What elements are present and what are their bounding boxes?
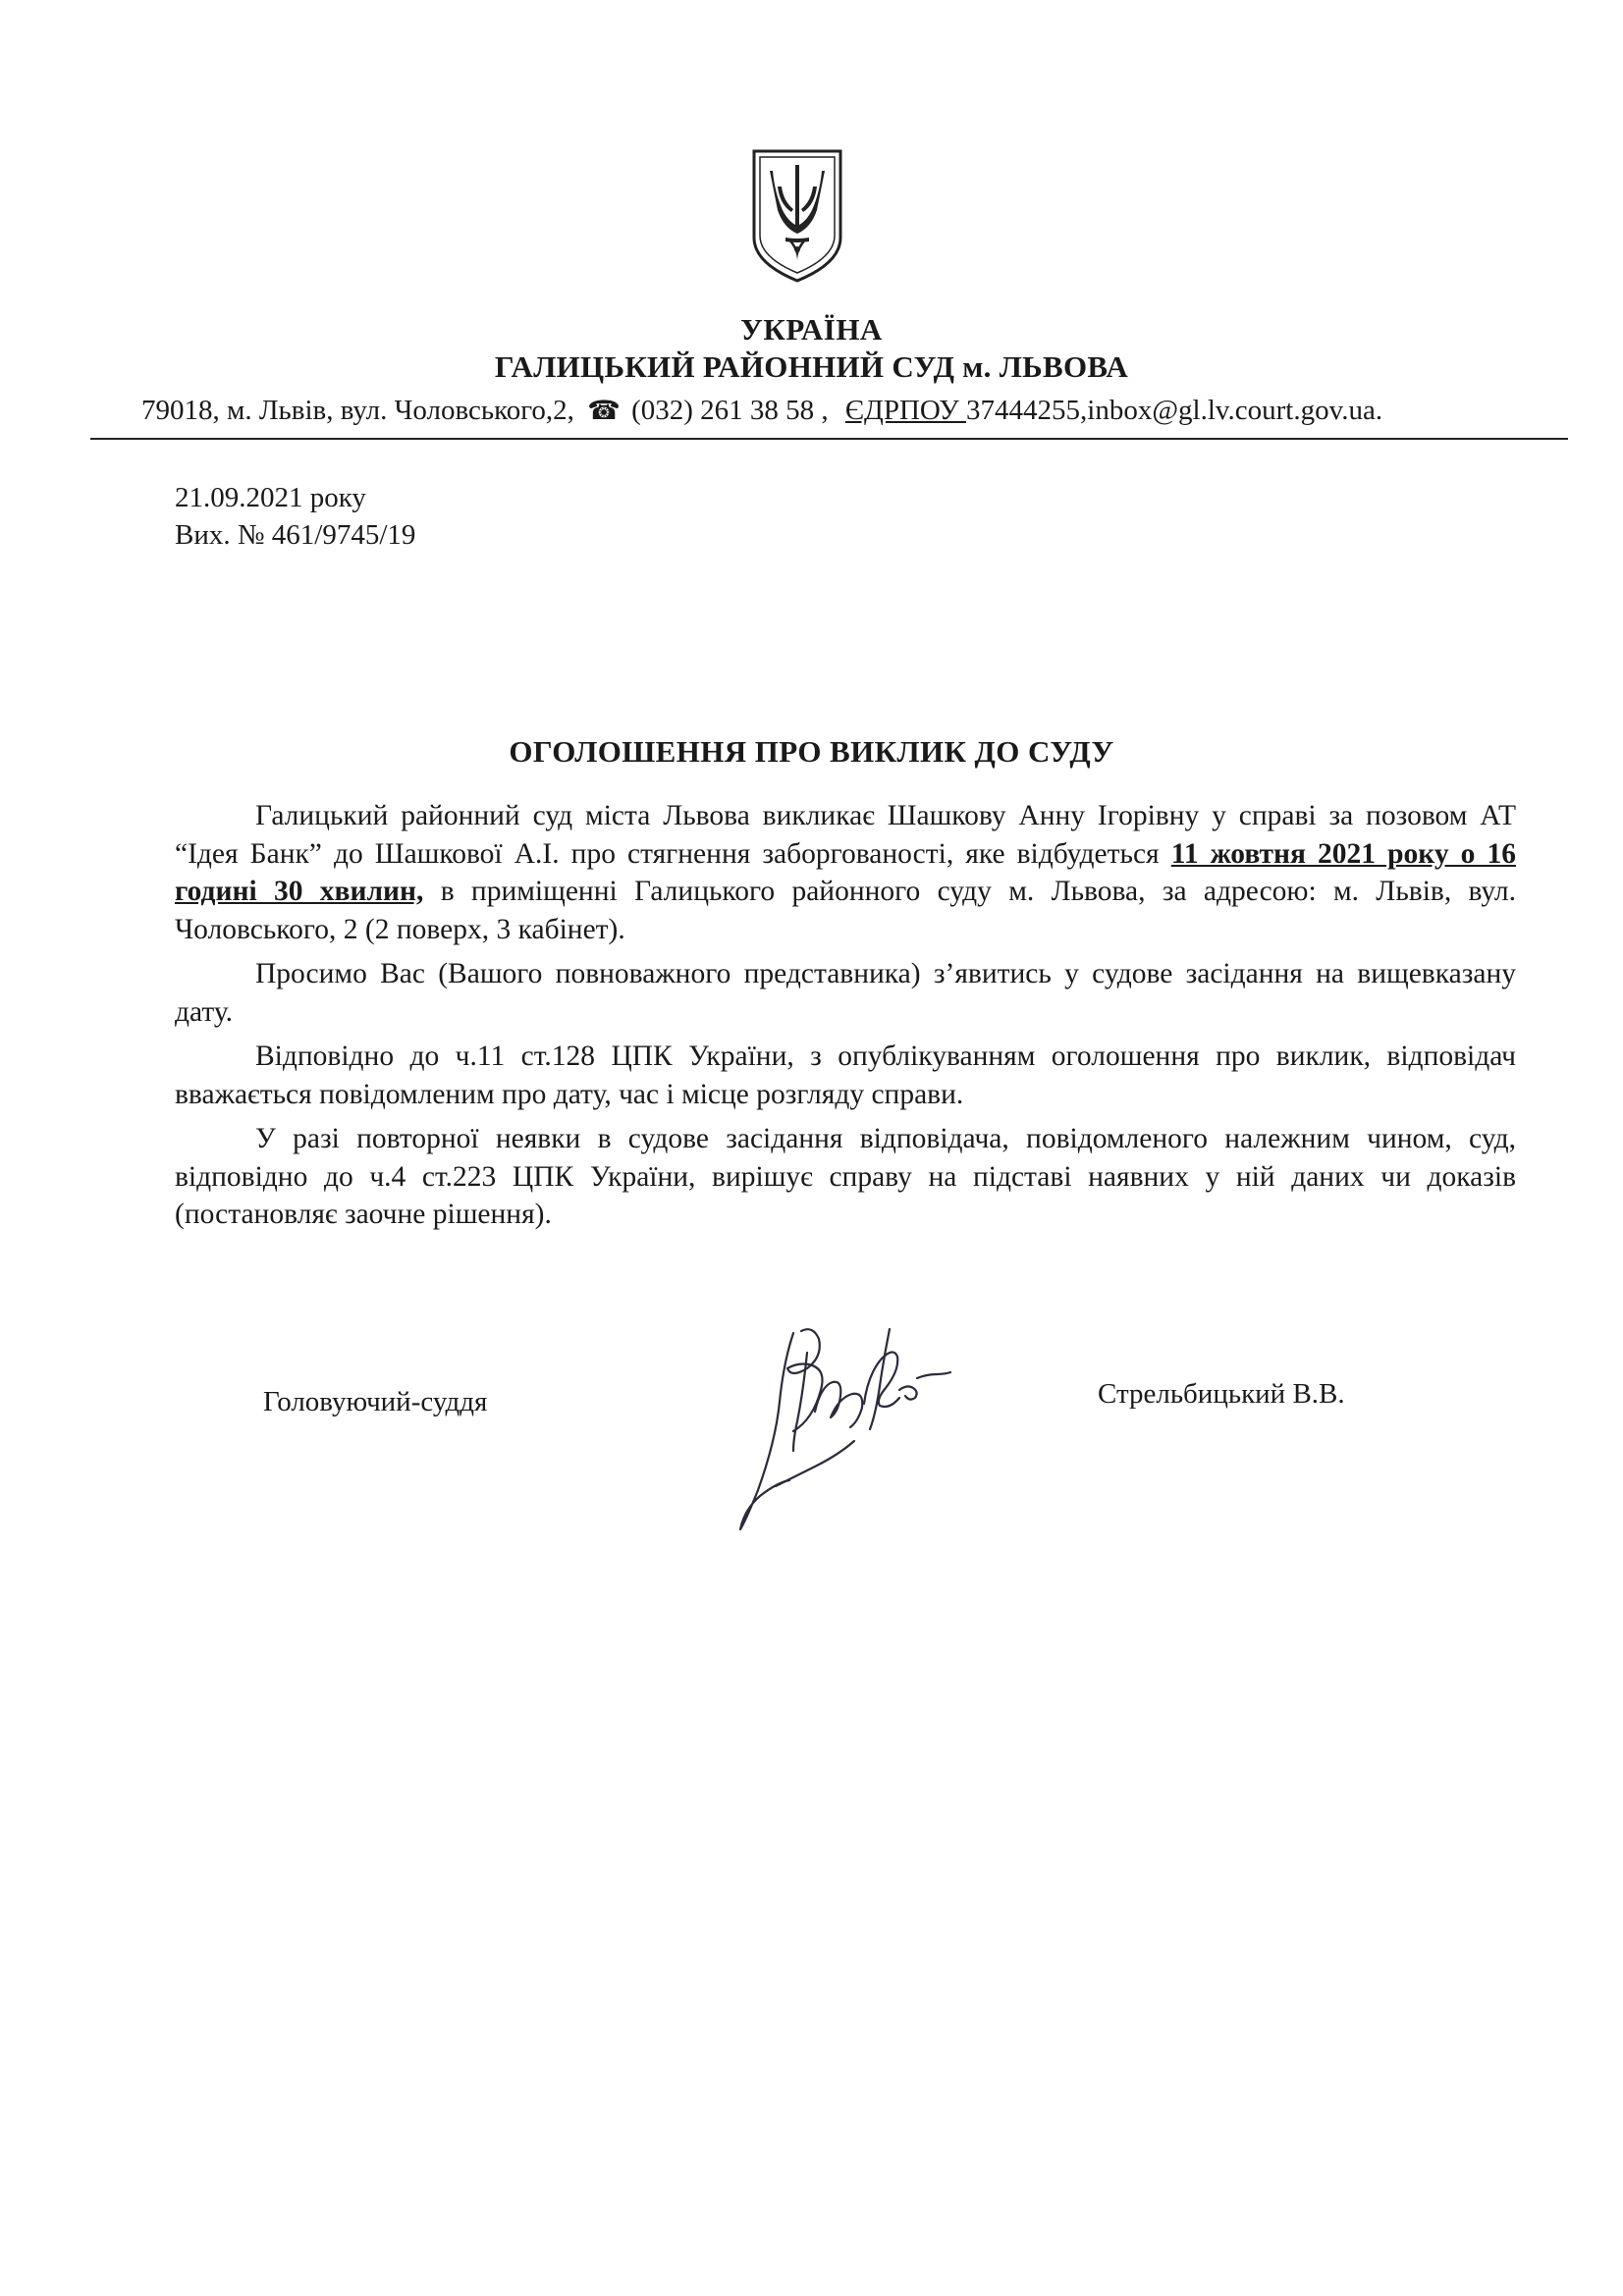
hearing-date: 11 жовтня 2021 року о 16 годині 30 хвилин, xyxy=(175,837,1516,907)
edrpou-and-email: 37444255,inbox@gl.lv.court.gov.ua. xyxy=(966,395,1383,426)
court-address: 79018, м. Львів, вул. Чоловського,2, xyxy=(141,395,574,426)
court-phone: (032) 261 38 58 , xyxy=(631,395,829,426)
paragraph-legal-notice: Відповідно до ч.11 ст.128 ЦПК України, з опублікуванням оголошення про виклик, відповідач вважається повідомленим про дату, час і місце розгляду справи. xyxy=(175,1041,1516,1110)
paragraph-default-judgment: У разі повторної неявки в судове засідання відповідача, повідомленого належним чином, суд, відповідно до ч.4 ст.223 ЦПК України, вирішує справу на підставі наявних у ній даних чи доказів (постановляє заочне рішення). xyxy=(175,1123,1516,1230)
outgoing-block xyxy=(175,479,415,554)
document-body xyxy=(175,797,1516,1241)
handwritten-signature xyxy=(717,1294,952,1549)
summons-text-end: в приміщенні Галицького районного суду м. Львова, за адресою: м. Львів, вул. Чоловського, 2 (2 поверх, 3 кабінет). xyxy=(175,876,1516,945)
judge-role: Головуючий-суддя xyxy=(263,1386,488,1417)
outgoing-date: 21.09.2021 року xyxy=(175,482,366,513)
judge-name: Стрельбицький В.В. xyxy=(1098,1378,1345,1410)
summons-text-start: Галицький районний суд міста Львова викликає Шашкову Анну Ігорівну у справі за позовом АТ “Ідея Банк” до Шашкової А.І. про стягнення заборгованості, яке відбудеться xyxy=(175,800,1516,870)
court-address-line xyxy=(90,395,1568,440)
outgoing-number: Вих. № 461/9745/19 xyxy=(175,519,416,551)
document-title: ОГОЛОШЕННЯ ПРО ВИКЛИК ДО СУДУ xyxy=(509,734,1114,769)
paragraph-summons xyxy=(175,797,1516,948)
edrpou-label: ЄДРПОУ xyxy=(844,395,967,426)
paragraph-request: Просимо Вас (Вашого повноважного представника) з’явитись у судове засідання на вищевказану дату. xyxy=(175,958,1516,1028)
court-name-heading: ГАЛИЦЬКИЙ РАЙОННИЙ СУД м. ЛЬВОВА xyxy=(494,349,1129,384)
trident-coat-of-arms-icon xyxy=(750,147,844,285)
country-heading: УКРАЇНА xyxy=(740,312,883,347)
phone-icon: ☎ xyxy=(587,396,621,425)
